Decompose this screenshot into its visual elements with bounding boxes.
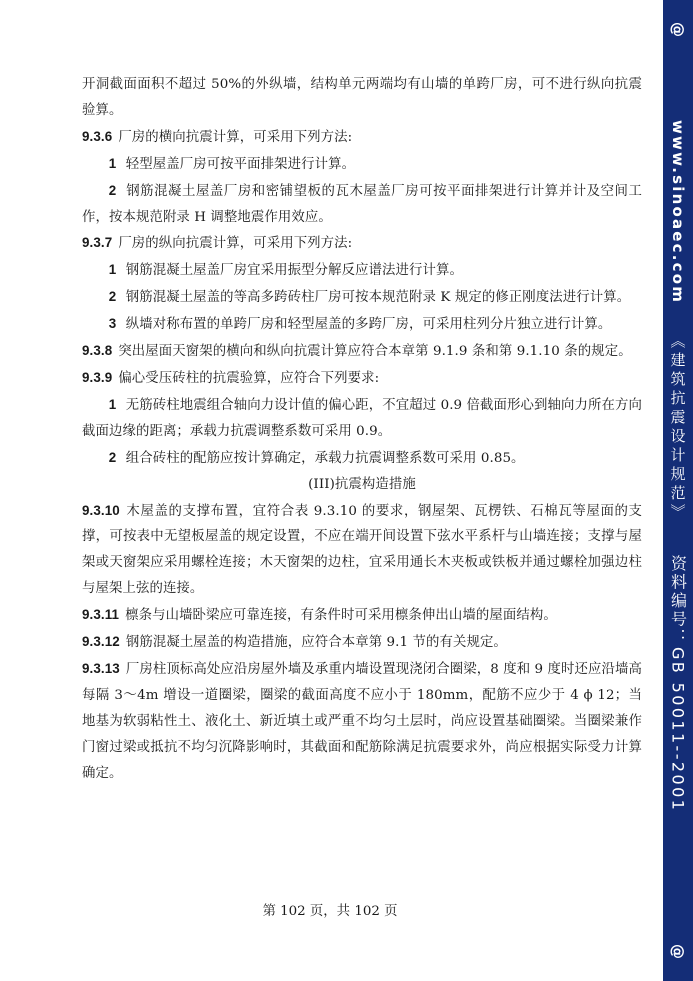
list-item <box>82 178 642 231</box>
item-text: 钢筋混凝土屋盖的等高多跨砖柱厂房可按本规范附录 K 规定的修正刚度法进行计算。 <box>125 290 631 306</box>
item-text: 钢筋混凝土屋盖厂房宜采用振型分解反应谱法进行计算。 <box>125 263 463 279</box>
item-text: 钢筋混凝土屋盖厂房和密铺望板的瓦木屋盖厂房可按平面排架进行计算并计及空间工作，按本规范附录 H 调整地震作用效应。 <box>82 183 642 225</box>
clause-text: 突出屋面天窗架的横向和纵向抗震计算应符合本章第 9.1.9 条和第 9.1.10 条的规定。 <box>118 344 632 360</box>
clause-text: 檩条与山墙卧梁应可靠连接，有条件时可采用檩条伸出山墙的屋面结构。 <box>125 608 557 624</box>
clause-9-3-6 <box>82 124 642 151</box>
clause-number: 9.3.8 <box>82 343 113 359</box>
page-footer: 第 102 页，共 102 页 <box>262 904 398 919</box>
book-title-text: 《建筑抗震设计规范》 <box>668 333 687 523</box>
item-number: 1 <box>108 396 117 412</box>
list-item <box>82 311 642 338</box>
item-number: 2 <box>108 182 117 198</box>
clause-number: 9.3.12 <box>82 634 120 650</box>
list-item <box>82 445 642 472</box>
clause-number: 9.3.6 <box>82 128 113 144</box>
clause-text: 木屋盖的支撑布置，宜符合表 9.3.10 的要求，钢屋架、瓦楞铁、石棉瓦等屋面的支撑，可按表中无望板屋盖的规定设置，不应在端开间设置下弦水平系杆与山墙连接；支撑与屋架或天窗架应采用螺栓连接；木天窗架的边柱，宜采用通长木夹板或铁板并通过螺栓加强边柱与屋架上弦的连接。 <box>82 503 642 597</box>
list-item <box>82 392 642 445</box>
clause-9-3-9 <box>82 365 642 392</box>
paragraph-continuation: 开洞截面面积不超过 50%的外纵墙，结构单元两端均有山墙的单跨厂房，可不进行纵向抗震验算。 <box>82 77 642 118</box>
item-number: 2 <box>108 289 117 305</box>
clause-number: 9.3.7 <box>82 235 113 251</box>
clause-number: 9.3.10 <box>82 502 120 518</box>
clause-9-3-8 <box>82 338 642 365</box>
item-text: 轻型屋盖厂房可按平面排架进行计算。 <box>125 156 356 172</box>
item-number: 3 <box>108 316 117 332</box>
item-number: 1 <box>108 262 117 278</box>
clause-text: 钢筋混凝土屋盖的构造措施，应符合本章第 9.1 节的有关规定。 <box>125 635 507 651</box>
item-text: 纵墙对称布置的单跨厂房和轻型屋盖的多跨厂房，可采用柱列分片独立进行计算。 <box>125 317 612 333</box>
section-heading: (III)抗震构造措施 <box>308 476 416 492</box>
clause-text: 厂房柱顶标高处应沿房屋外墙及承重内墙设置现浇闭合圈梁，8 度和 9 度时还应沿墙高每隔 3～4m 增设一道圈梁，圈梁的截面高度不应小于 180mm，配筋不应少于 4 ϕ 12；当地基为软弱粘性土、液化土、新近填土或严重不均匀土层时，尚应设置基础圈梁。当圈梁兼作门窗过梁或抵抗不均匀沉降影响时，其截面和配筋除满足抗震要求外，尚应根据实际受力计算确定。 <box>82 661 642 781</box>
item-text: 无筋砖柱地震组合轴向力设计值的偏心距，不宜超过 0.9 倍截面形心到轴向力所在方向截面边缘的距离；承载力抗震调整系数可采用 0.9。 <box>82 397 642 439</box>
clause-9-3-13 <box>82 656 642 787</box>
clause-9-3-10 <box>82 498 642 603</box>
clause-text: 厂房的纵向抗震计算，可采用下列方法: <box>118 236 353 252</box>
clause-number: 9.3.11 <box>82 607 120 623</box>
clause-9-3-11 <box>82 602 642 629</box>
at-icon: @ <box>669 22 687 37</box>
item-text: 组合砖柱的配筋应按计算确定，承载力抗震调整系数可采用 0.85。 <box>125 450 525 466</box>
at-icon: @ <box>669 944 687 959</box>
page-body <box>82 72 642 786</box>
list-item <box>82 284 642 311</box>
clause-9-3-12 <box>82 629 642 656</box>
list-item <box>82 151 642 178</box>
sidebar-banner <box>663 0 693 981</box>
document-code-text: 资料编号：GB 50011--2001 <box>668 555 688 813</box>
clause-number: 9.3.13 <box>82 660 120 676</box>
item-number: 2 <box>108 449 117 465</box>
list-item <box>82 257 642 284</box>
clause-number: 9.3.9 <box>82 369 113 385</box>
clause-9-3-7 <box>82 230 642 257</box>
item-number: 1 <box>108 155 117 171</box>
clause-text: 厂房的横向抗震计算，可采用下列方法: <box>118 129 353 145</box>
clause-text: 偏心受压砖柱的抗震验算，应符合下列要求: <box>118 370 380 386</box>
site-url-text: www.sinoaec.com <box>669 120 687 305</box>
